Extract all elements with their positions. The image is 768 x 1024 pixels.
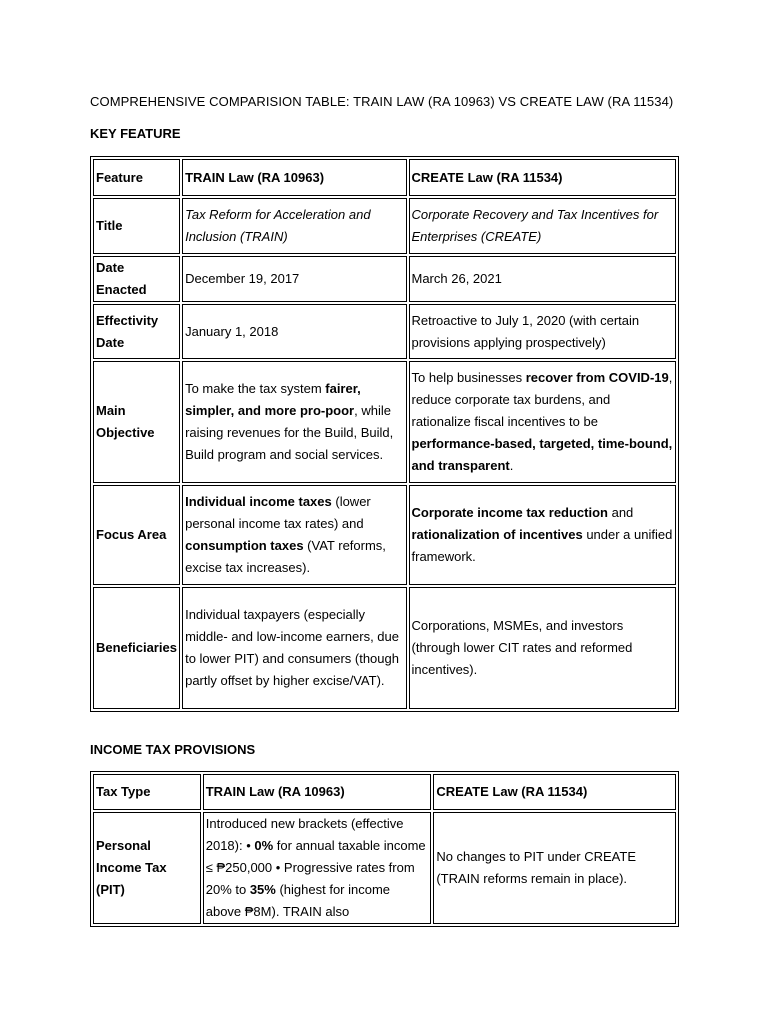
cell-emphasis: rationalization of incentives (411, 527, 583, 542)
table-row-title (93, 198, 676, 254)
cell-text: , while raising revenues for the Build, Build, Build program and social services. (185, 403, 394, 462)
create-date-enacted-cell: March 26, 2021 (409, 256, 677, 302)
train-effectivity-date-cell: January 1, 2018 (182, 304, 406, 359)
column-header-tax-type: Tax Type (93, 774, 201, 810)
train-date-enacted-cell: December 19, 2017 (182, 256, 406, 302)
cell-emphasis: Corporate income tax reduction (411, 505, 608, 520)
cell-text: (VAT reforms, excise tax increases). (185, 538, 386, 575)
table-row-pit (93, 812, 676, 924)
train-pit-cell (203, 812, 432, 924)
train-main-objective-cell (182, 361, 406, 483)
column-header-train: TRAIN Law (RA 10963) (182, 159, 406, 196)
cell-emphasis: Individual income taxes (185, 494, 332, 509)
row-label-title: Title (93, 198, 180, 254)
row-label-main-objective: Main Objective (93, 361, 180, 483)
column-header-create: CREATE Law (RA 11534) (433, 774, 676, 810)
cell-text: and (607, 505, 634, 520)
create-main-objective-cell (409, 361, 677, 483)
create-focus-area-cell (409, 485, 677, 585)
income-tax-heading: INCOME TAX PROVISIONS (90, 742, 256, 757)
row-label-focus-area: Focus Area (93, 485, 180, 585)
cell-text: , reduce corporate tax burdens, and rationalize fiscal incentives to be (411, 370, 673, 429)
create-title-cell: Corporate Recovery and Tax Incentives for Enterprises (CREATE) (409, 198, 677, 254)
table-row-date-enacted (93, 256, 676, 302)
train-title-cell: Tax Reform for Acceleration and Inclusion (TRAIN) (182, 198, 406, 254)
cell-text: for annual taxable income ≤ ₱250,000 • Progressive rates from 20% to (205, 838, 426, 897)
row-label-pit: Personal Income Tax (PIT) (93, 812, 201, 924)
key-feature-heading: KEY FEATURE (90, 126, 181, 141)
cell-emphasis: consumption taxes (185, 538, 304, 553)
cell-text: (highest for income above ₱8M). TRAIN also (205, 882, 391, 919)
column-header-train: TRAIN Law (RA 10963) (203, 774, 432, 810)
train-beneficiaries-cell: Individual taxpayers (especially middle- and low-income earners, due to lower PIT) and consumers (though partly offset by higher excise/VAT). (182, 587, 406, 709)
cell-text: To help businesses (411, 370, 526, 385)
cell-text: under a unified framework. (411, 527, 673, 564)
create-effectivity-date-cell: Retroactive to July 1, 2020 (with certain provisions applying prospectively) (409, 304, 677, 359)
table-header-row (93, 159, 676, 196)
cell-emphasis: fairer, simpler, and more pro-poor (185, 381, 361, 418)
cell-emphasis: performance-based, targeted, time-bound, and transparent (411, 436, 673, 473)
table-row-focus-area (93, 485, 676, 585)
cell-emphasis: 35% (249, 882, 276, 897)
document-title: COMPREHENSIVE COMPARISION TABLE: TRAIN LAW (RA 10963) VS CREATE LAW (RA 11534) (90, 94, 674, 109)
row-label-date-enacted: Date Enacted (93, 256, 180, 302)
column-header-create: CREATE Law (RA 11534) (409, 159, 677, 196)
table-row-main-objective (93, 361, 676, 483)
cell-text: (lower personal income tax rates) and (185, 494, 371, 531)
cell-text: Introduced new brackets (effective 2018): • (205, 816, 404, 853)
table-row-beneficiaries (93, 587, 676, 709)
cell-text: To make the tax system (185, 381, 326, 396)
cell-text: . (509, 458, 514, 473)
column-header-feature: Feature (93, 159, 180, 196)
income-tax-table (90, 771, 679, 927)
key-feature-table (90, 156, 679, 712)
train-focus-area-cell (182, 485, 406, 585)
cell-emphasis: recover from COVID-19 (525, 370, 669, 385)
create-pit-cell: No changes to PIT under CREATE (TRAIN reforms remain in place). (433, 812, 676, 924)
row-label-beneficiaries: Beneficiaries (93, 587, 180, 709)
cell-emphasis: 0% (254, 838, 274, 853)
create-beneficiaries-cell: Corporations, MSMEs, and investors (through lower CIT rates and reformed incentives). (409, 587, 677, 709)
table-header-row (93, 774, 676, 810)
table-row-effectivity-date (93, 304, 676, 359)
row-label-effectivity-date: Effectivity Date (93, 304, 180, 359)
